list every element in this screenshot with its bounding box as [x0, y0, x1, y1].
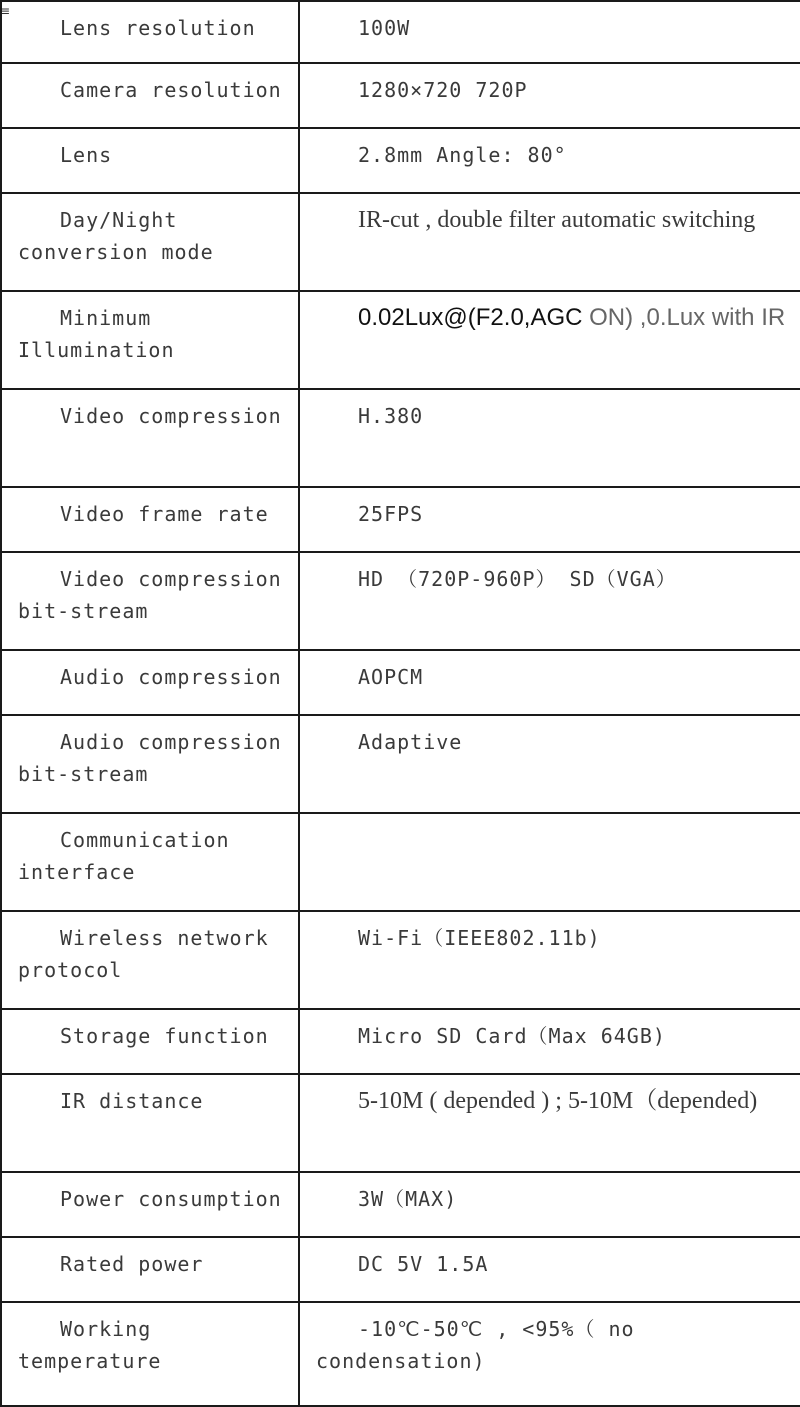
spec-label: Communication interface	[18, 828, 230, 884]
spec-label: Day/Night conversion mode	[18, 208, 214, 264]
spec-value-cell	[299, 128, 800, 193]
table-row	[1, 128, 800, 193]
spec-label-cell	[1, 1172, 299, 1237]
spec-table-body	[1, 1, 800, 1406]
table-row	[1, 813, 800, 911]
spec-value: 25FPS	[358, 502, 424, 526]
spec-value: 5-10M ( depended ) ; 5-10M（depended)	[358, 1088, 758, 1114]
spec-label: Storage function	[60, 1024, 269, 1048]
spec-label: Audio compression	[60, 665, 282, 689]
spec-value-cell	[299, 63, 800, 128]
spec-label-cell	[1, 193, 299, 291]
table-row	[1, 650, 800, 715]
spec-value: -10℃-50℃ , <95%（ no condensation)	[316, 1317, 635, 1373]
spec-label: Minimum Illumination	[18, 306, 175, 362]
spec-label-cell	[1, 291, 299, 389]
spec-value-primary: 0.02Lux@(F2.0,AGC	[358, 304, 583, 331]
spec-value-cell	[299, 1237, 800, 1302]
spec-label: Camera resolution	[60, 78, 282, 102]
spec-value-cell	[299, 1302, 800, 1406]
spec-label: Video compression bit-stream	[18, 567, 282, 623]
spec-value: Wi-Fi（IEEE802.11b)	[358, 926, 601, 950]
spec-label-cell	[1, 650, 299, 715]
spec-value-cell	[299, 911, 800, 1009]
spec-value: Adaptive	[358, 730, 463, 754]
table-row	[1, 193, 800, 291]
table-row	[1, 715, 800, 813]
spec-label-cell	[1, 1302, 299, 1406]
spec-value-cell	[299, 291, 800, 389]
spec-value-cell	[299, 650, 800, 715]
spec-label: Lens resolution	[60, 16, 256, 40]
spec-label-cell	[1, 389, 299, 487]
spec-value: AOPCM	[358, 665, 424, 689]
spec-value: HD （720P-960P） SD（VGA）	[358, 567, 677, 591]
table-row	[1, 552, 800, 650]
edge-mark: ≡	[0, 4, 11, 18]
spec-value: DC 5V 1.5A	[358, 1252, 489, 1276]
spec-value-cell	[299, 1074, 800, 1172]
spec-label-cell	[1, 1074, 299, 1172]
spec-label: Power consumption	[60, 1187, 282, 1211]
spec-label-cell	[1, 1009, 299, 1074]
spec-label: Video frame rate	[60, 502, 269, 526]
spec-value-cell	[299, 1009, 800, 1074]
spec-label-cell	[1, 1237, 299, 1302]
spec-value-cell	[299, 715, 800, 813]
spec-label: Rated power	[60, 1252, 204, 1276]
spec-value-cell	[299, 193, 800, 291]
table-row	[1, 1074, 800, 1172]
spec-value-cell	[299, 487, 800, 552]
spec-label-cell	[1, 552, 299, 650]
spec-label-cell	[1, 1, 299, 63]
table-row	[1, 389, 800, 487]
spec-label-cell	[1, 813, 299, 911]
table-row	[1, 63, 800, 128]
spec-value-cell	[299, 389, 800, 487]
spec-label-cell	[1, 715, 299, 813]
spec-label: Wireless network protocol	[18, 926, 269, 982]
spec-label: Audio compression bit-stream	[18, 730, 282, 786]
spec-label-cell	[1, 63, 299, 128]
spec-value	[358, 304, 785, 331]
spec-value-cell	[299, 1, 800, 63]
spec-value-cell	[299, 813, 800, 911]
table-row	[1, 1237, 800, 1302]
table-row	[1, 1172, 800, 1237]
spec-value: 3W（MAX)	[358, 1187, 458, 1211]
spec-value: IR-cut , double filter automatic switching	[358, 207, 756, 233]
table-row	[1, 291, 800, 389]
spec-label-cell	[1, 128, 299, 193]
spec-label: IR distance	[60, 1089, 204, 1113]
spec-value: 100W	[358, 16, 411, 40]
spec-label-cell	[1, 911, 299, 1009]
spec-value-cell	[299, 552, 800, 650]
table-row	[1, 1302, 800, 1406]
table-row	[1, 1009, 800, 1074]
spec-value: 1280×720 720P	[358, 78, 528, 102]
spec-value: 2.8mm Angle: 80°	[358, 143, 567, 167]
table-row	[1, 487, 800, 552]
spec-value-secondary: ON) ,0.Lux with IR	[582, 304, 786, 331]
table-row	[1, 911, 800, 1009]
spec-label: Lens	[60, 143, 113, 167]
spec-label: Video compression	[60, 404, 282, 428]
spec-value: H.380	[358, 404, 424, 428]
spec-value: Micro SD Card（Max 64GB)	[358, 1024, 666, 1048]
spec-value-cell	[299, 1172, 800, 1237]
table-row	[1, 1, 800, 63]
spec-label-cell	[1, 487, 299, 552]
spec-label: Working temperature	[18, 1317, 162, 1373]
